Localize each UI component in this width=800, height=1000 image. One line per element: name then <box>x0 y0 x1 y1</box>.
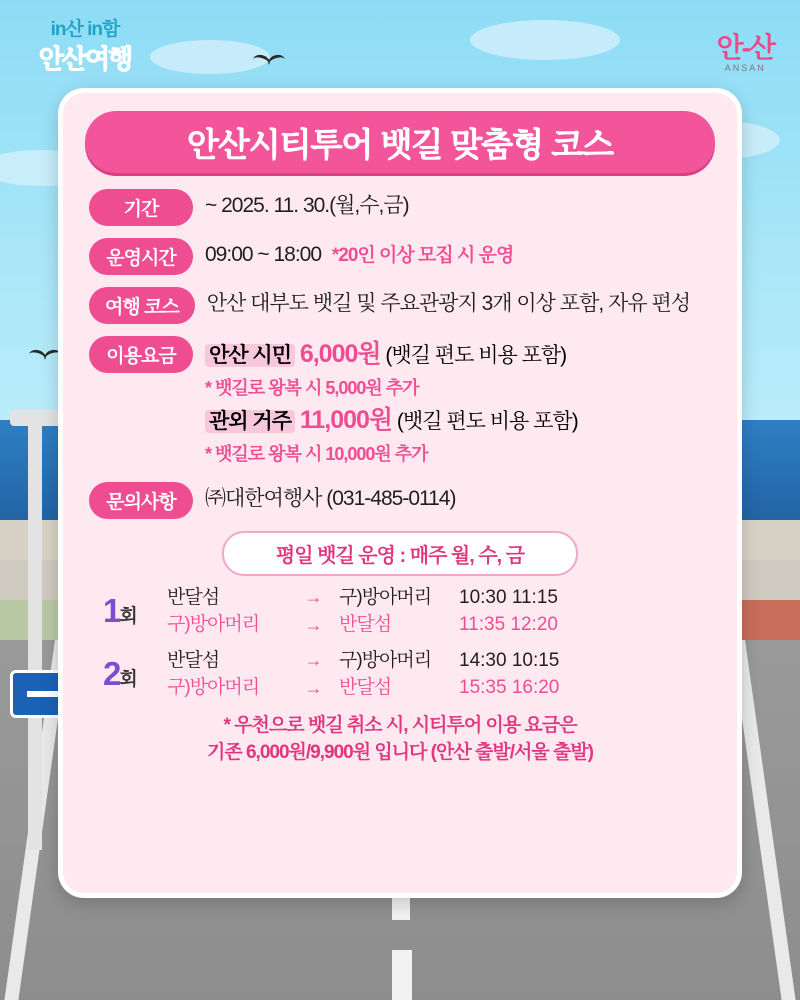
leg-from: 반달섬 <box>167 649 220 671</box>
info-row-fee <box>89 336 711 470</box>
page-title: 안산시티투어 뱃길 맞춤형 코스 <box>187 125 613 163</box>
leg-from: 반달섬 <box>167 586 220 608</box>
trip-2-num: 2 <box>103 655 120 693</box>
fee-outside-note: * 뱃길로 왕복 시 10,000원 추가 <box>205 443 428 464</box>
logo-left-line1: in산 in함 <box>50 19 120 40</box>
label-hours: 운영시간 <box>89 238 193 275</box>
label-contact: 문의사항 <box>89 482 193 519</box>
trip-2-legs <box>167 647 697 702</box>
footer-note <box>63 712 737 767</box>
label-course: 여행 코스 <box>89 287 195 324</box>
value-course: 안산 대부도 뱃길 및 주요관광지 3개 이상 포함, 자유 편성 <box>206 292 691 315</box>
trip-1-num: 1 <box>103 592 120 630</box>
poster-card <box>58 88 742 898</box>
leg-from: 구)방아머리 <box>167 614 260 636</box>
footer-note-line1: * 우천으로 뱃길 취소 시, 시티투어 이용 요금은 <box>223 714 577 736</box>
cloud-icon <box>470 20 620 60</box>
leg-time: 14:30 10:15 <box>459 649 560 671</box>
bird-icon <box>28 350 62 364</box>
trip-1-legs <box>167 584 697 639</box>
leg-to: 구)방아머리 <box>339 586 432 608</box>
fee-citizen <box>205 338 578 372</box>
ansan-travel-logo <box>20 14 150 76</box>
road-dash <box>392 950 412 1000</box>
trip-number-2 <box>103 655 167 693</box>
info-row-course <box>89 287 711 324</box>
leg-to: 반달섬 <box>339 614 392 636</box>
info-row-contact <box>89 482 711 519</box>
label-period: 기간 <box>89 189 193 226</box>
leg-time: 10:30 11:15 <box>459 586 558 608</box>
leg-time: 11:35 12:20 <box>459 614 558 636</box>
leg-to: 구)방아머리 <box>339 649 432 671</box>
fee-outside-label: 관외 거주 <box>205 410 295 433</box>
value-contact[interactable]: ㈜대한여행사 (031-485-0114) <box>205 486 456 510</box>
trip-1-leg-2 <box>167 611 697 639</box>
label-fee: 이용요금 <box>89 336 193 373</box>
bird-icon <box>252 55 286 69</box>
fee-citizen-suffix: (뱃길 편도 비용 포함) <box>385 344 567 367</box>
logo-right-sub: ANSAN <box>724 63 766 73</box>
value-hours-note: *20인 이상 모집 시 운영 <box>331 245 514 266</box>
logo-left-line2: 안산여행 <box>38 44 132 74</box>
value-hours: 09:00 ~ 18:00 <box>205 243 322 266</box>
fee-citizen-note: * 뱃길로 왕복 시 5,000원 추가 <box>205 377 419 398</box>
fee-details <box>205 336 578 470</box>
arrow-icon: → <box>304 614 322 635</box>
ansan-city-logo <box>717 26 774 73</box>
trip-2-unit: 회 <box>119 669 136 691</box>
schedule-row-1 <box>103 584 697 639</box>
trip-1-leg-1 <box>167 584 697 612</box>
leg-time: 15:35 16:20 <box>459 677 560 699</box>
footer-note-line2: 기존 6,000원/9,900원 입니다 (안산 출발/서울 출발) <box>206 742 593 764</box>
fee-outside-price: 11,000원 <box>299 405 393 434</box>
arrow-icon: → <box>304 587 322 608</box>
arrow-icon: → <box>304 677 322 698</box>
poster-title-band <box>85 111 715 173</box>
street-pole <box>28 420 42 850</box>
schedule-row-2 <box>103 647 697 702</box>
fee-outside <box>205 404 578 438</box>
schedule-title: 평일 뱃길 운영 : 매주 월, 수, 금 <box>222 531 578 576</box>
leg-to: 반달섬 <box>339 677 392 699</box>
trip-1-unit: 회 <box>119 606 136 628</box>
trip-2-leg-2 <box>167 674 697 702</box>
info-rows <box>63 183 737 519</box>
fee-outside-suffix: (뱃길 편도 비용 포함) <box>396 409 578 433</box>
logo-right-name: 안-산 <box>716 32 774 63</box>
info-row-hours <box>89 238 711 275</box>
value-hours-wrap <box>205 238 513 269</box>
fee-citizen-price: 6,000원 <box>299 340 381 368</box>
info-row-period <box>89 189 711 226</box>
trip-2-leg-1 <box>167 647 697 675</box>
arrow-icon: → <box>304 650 322 671</box>
fee-citizen-label: 안산 시민 <box>205 344 295 367</box>
value-period: ~ 2025. 11. 30.(월,수,금) <box>205 194 409 217</box>
schedule-table <box>63 584 737 702</box>
trip-number-1 <box>103 592 167 630</box>
leg-from: 구)방아머리 <box>167 677 260 699</box>
